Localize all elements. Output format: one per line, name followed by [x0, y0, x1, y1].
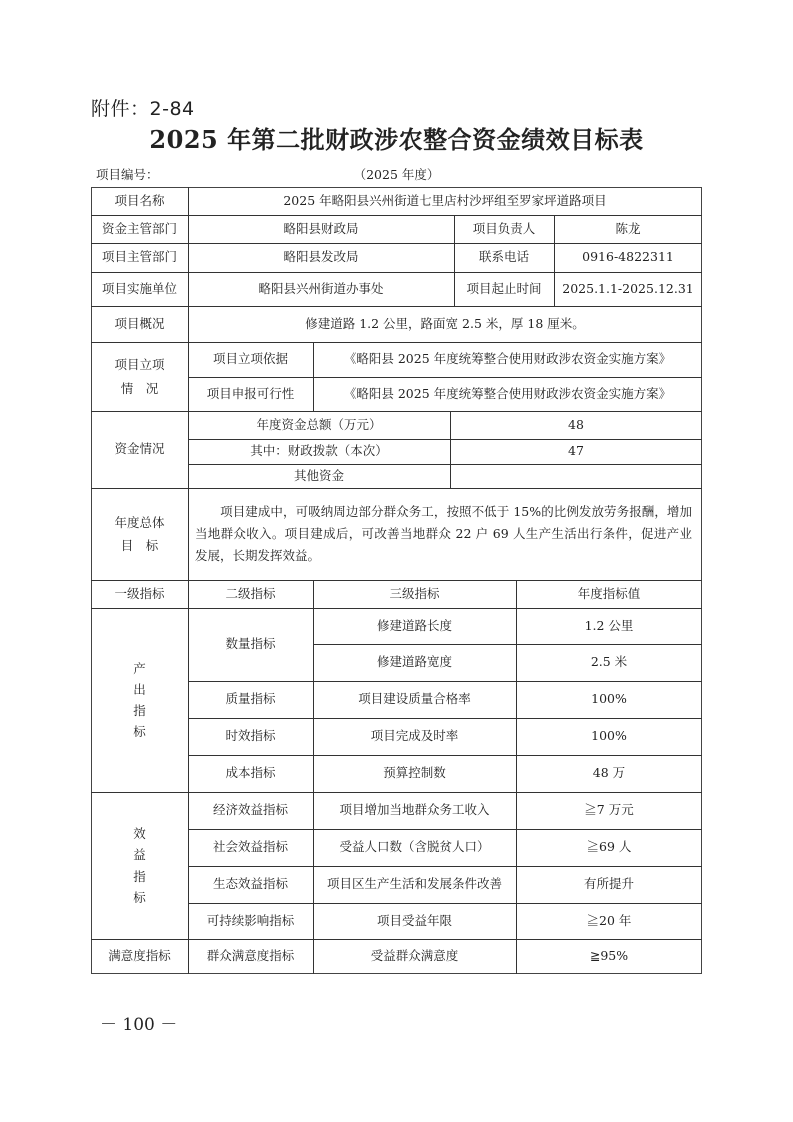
output-l3: 项目建设质量合格率: [358, 691, 471, 707]
funds-fiscal-label: 其中：财政拨款（本次）: [250, 443, 388, 459]
output-value: 100%: [591, 728, 627, 744]
quantity-indicator-label: 数量指标: [225, 636, 276, 652]
approval-label: [91, 342, 188, 411]
goal-label: [91, 488, 188, 580]
page-title: 2025 年第二批财政涉农整合资金绩效目标表: [149, 125, 644, 154]
phone-value: 0916-4822311: [582, 249, 674, 265]
funds-total-label: 年度资金总额（万元）: [256, 416, 382, 432]
funds-fiscal-value: 47: [568, 443, 584, 459]
satisfaction-l1: 满意度指标: [108, 948, 171, 964]
output-indicators-label: [91, 608, 188, 792]
satisfaction-l3: 受益群众满意度: [370, 948, 459, 964]
output-value: 2.5 米: [590, 654, 628, 670]
benefit-l2: 生态效益指标: [212, 876, 288, 892]
basis-label: 项目立项依据: [212, 351, 288, 367]
satisfaction-l2: 群众满意度指标: [206, 948, 295, 964]
header-level2: 二级指标: [225, 585, 276, 601]
project-name-label: 项目名称: [114, 192, 165, 208]
fund-dept-value: 略阳县财政局: [283, 220, 359, 236]
leader-value: 陈龙: [615, 220, 641, 236]
project-dept-label: 项目主管部门: [101, 249, 177, 265]
output-l3: 预算控制数: [383, 765, 446, 781]
output-label-char: 标: [133, 724, 146, 740]
project-name-value: 2025 年略阳县兴州街道七里店村沙坪组至罗家坪道路项目: [283, 192, 607, 208]
year-label: （2025 年度）: [353, 167, 440, 182]
output-value: 1.2 公里: [584, 617, 634, 633]
header-level3: 三级指标: [389, 585, 440, 601]
overview-label: 项目概况: [114, 315, 165, 331]
project-dept-value: 略阳县发改局: [283, 249, 359, 265]
output-l3: 修建道路宽度: [376, 654, 452, 670]
output-label-char: 指: [133, 703, 146, 718]
output-l2: 时效指标: [225, 728, 276, 744]
header-value: 年度指标值: [577, 585, 641, 601]
benefit-l3: 项目增加当地群众务工收入: [339, 802, 490, 818]
output-label-char: 出: [133, 681, 146, 697]
output-value: 100%: [591, 691, 627, 707]
goal-value: 项目建成中，可吸纳周边部分群众务工，按照不低于 15%的比例发放劳务报酬，增加当地群众收入。项目建成后，可改善当地群众 22 户 69 人生产生活出行条件，促进产业发展，长期发挥效益。: [195, 504, 692, 563]
output-label-char: 产: [133, 660, 146, 676]
output-l2: 成本指标: [225, 765, 276, 781]
benefit-value: ≧20 年: [586, 912, 632, 928]
benefit-value: ≧69 人: [586, 839, 632, 855]
benefit-l3: 项目受益年限: [376, 912, 452, 928]
period-label: 项目起止时间: [466, 280, 542, 296]
funds-other-label: 其他资金: [293, 467, 344, 483]
funds-total-value: 48: [568, 416, 584, 432]
benefit-value: 有所提升: [583, 876, 634, 892]
phone-label: 联系电话: [478, 249, 529, 265]
funds-label: 资金情况: [114, 441, 165, 457]
feasibility-label: 项目申报可行性: [206, 385, 295, 401]
project-number-label: 项目编号：: [96, 167, 159, 182]
header-level1: 一级指标: [114, 585, 165, 601]
goal-label-line1: 年度总体: [114, 514, 165, 530]
output-value: 48 万: [592, 765, 626, 781]
benefit-indicators-label: [91, 792, 188, 939]
feasibility-value: 《略阳县 2025 年度统筹整合使用财政涉农资金实施方案》: [343, 385, 672, 401]
benefit-l3: 受益人口数（含脱贫人口）: [339, 839, 490, 855]
output-l3: 修建道路长度: [376, 617, 452, 633]
benefit-label-char: 效: [133, 826, 146, 841]
leader-label: 项目负责人: [472, 220, 536, 236]
benefit-l2: 社会效益指标: [212, 839, 288, 855]
fund-dept-label: 资金主管部门: [101, 220, 177, 236]
output-l3: 项目完成及时率: [370, 728, 459, 744]
approval-label-line2: 情 况: [120, 380, 159, 396]
benefit-label-char: 标: [133, 889, 146, 905]
goal-label-line2: 目 标: [120, 538, 159, 553]
benefit-l2: 可持续影响指标: [206, 912, 295, 928]
output-l2: 质量指标: [225, 691, 276, 707]
implementer-label: 项目实施单位: [101, 280, 177, 296]
benefit-l3: 项目区生产生活和发展条件改善: [326, 876, 502, 892]
benefit-l2: 经济效益指标: [212, 802, 288, 818]
approval-label-line1: 项目立项: [114, 357, 165, 373]
period-value: 2025.1.1-2025.12.31: [562, 280, 694, 296]
page-number: － 100 －: [100, 1015, 178, 1035]
benefit-label-char: 指: [133, 868, 146, 884]
benefit-label-char: 益: [133, 847, 146, 863]
overview-value: 修建道路 1.2 公里，路面宽 2.5 米，厚 18 厘米。: [305, 315, 585, 331]
satisfaction-value: ≧95%: [589, 948, 629, 964]
implementer-value: 略阳县兴州街道办事处: [258, 280, 384, 296]
benefit-value: ≧7 万元: [584, 802, 634, 818]
basis-value: 《略阳县 2025 年度统筹整合使用财政涉农资金实施方案》: [343, 351, 672, 367]
annex-label: 附件：2-84: [91, 98, 195, 120]
